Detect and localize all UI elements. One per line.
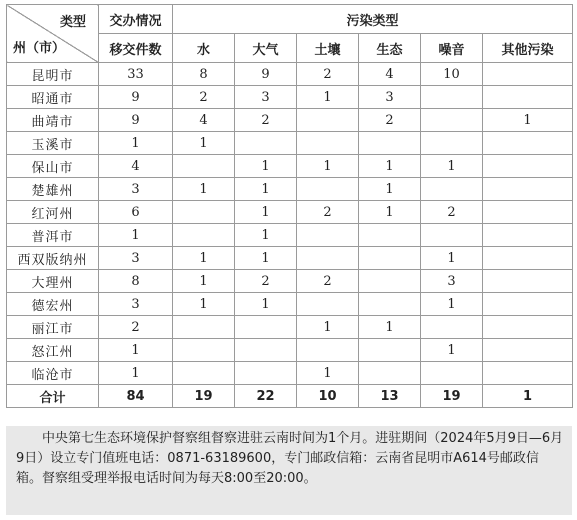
region-name-cell: 昭通市 [7,86,99,109]
corner-type-label: 类型 [59,15,86,30]
table-row [7,155,573,178]
region-name-cell: 保山市 [7,155,99,178]
table-cell: 1 [297,86,359,109]
table-row [7,362,573,385]
table-cell [483,178,573,201]
table-cell: 3 [421,270,483,293]
table-cell [359,362,421,385]
table-cell [297,132,359,155]
table-cell: 1 [99,224,173,247]
table-cell: 1 [297,155,359,178]
table-cell [483,201,573,224]
table-cell [173,339,235,362]
table-cell: 4 [99,155,173,178]
table-cell: 1 [173,132,235,155]
table-cell: 1 [173,178,235,201]
table-cell: 1 [421,339,483,362]
table-cell: 1 [235,293,297,316]
table-cell: 1 [99,132,173,155]
table-cell: 4 [359,63,421,86]
table-row [7,201,573,224]
table-cell [297,247,359,270]
table-row [7,339,573,362]
table-cell: 1 [359,178,421,201]
table-cell [483,63,573,86]
table-row [7,63,573,86]
table-cell [421,132,483,155]
column-header: 噪音 [421,34,483,63]
table-cell: 9 [99,109,173,132]
corner-header [7,5,99,63]
table-cell: 1 [297,362,359,385]
pollution-type-group-header: 污染类型 [173,5,573,34]
region-name-cell: 临沧市 [7,362,99,385]
region-name-cell: 丽江市 [7,316,99,339]
table-cell [173,316,235,339]
table-cell: 1 [173,247,235,270]
info-note-text: 中央第七生态环境保护督察组督察进驻云南时间为1个月。进驻期间（2024年5月9日—6月9日）设立专门值班电话：0871-63189600，专门邮政信箱：云南省昆明市A614号邮政信箱。督察组受理举报电话时间为每天8:00至20:00。 [16,431,564,486]
column-header: 生态 [359,34,421,63]
table-cell: 1 [297,316,359,339]
table-cell: 9 [99,86,173,109]
table-cell: 2 [359,109,421,132]
corner-region-label: 州（市） [13,41,66,56]
table-cell: 1 [173,270,235,293]
table-cell [235,132,297,155]
table-row [7,109,573,132]
table-row [7,293,573,316]
column-header: 大气 [235,34,297,63]
region-name-cell: 怒江州 [7,339,99,362]
info-note-box [6,426,572,515]
total-cell: 22 [235,385,297,408]
table-cell [173,201,235,224]
region-name-cell: 西双版纳州 [7,247,99,270]
table-cell [483,339,573,362]
table-cell: 2 [99,316,173,339]
table-row [7,132,573,155]
table-cell [483,362,573,385]
table-cell [421,178,483,201]
table-row [7,86,573,109]
region-name-cell: 普洱市 [7,224,99,247]
table-cell [421,362,483,385]
table-cell: 1 [359,201,421,224]
table-cell: 1 [99,362,173,385]
table-cell [421,109,483,132]
total-cell: 84 [99,385,173,408]
table-cell: 3 [99,178,173,201]
table-cell: 6 [99,201,173,224]
table-cell [421,316,483,339]
region-name-cell: 玉溪市 [7,132,99,155]
table-cell: 2 [297,63,359,86]
table-cell [359,339,421,362]
table-cell: 2 [173,86,235,109]
table-cell [483,293,573,316]
table-cell [483,132,573,155]
table-cell: 4 [173,109,235,132]
table-cell [297,224,359,247]
region-name-cell: 曲靖市 [7,109,99,132]
table-row [7,247,573,270]
table-cell: 1 [235,247,297,270]
table-cell [359,293,421,316]
total-row [7,385,573,408]
table-cell [235,362,297,385]
table-row [7,316,573,339]
total-label: 合计 [7,385,99,408]
table-cell [421,224,483,247]
table-cell [483,247,573,270]
table-cell: 8 [99,270,173,293]
table-cell: 1 [359,316,421,339]
table-cell [483,316,573,339]
table-cell: 2 [297,201,359,224]
table-cell: 1 [421,247,483,270]
column-header: 移交件数 [99,34,173,63]
column-header: 其他污染 [483,34,573,63]
table-cell [421,86,483,109]
table-row [7,224,573,247]
table-cell: 1 [173,293,235,316]
table-cell [359,132,421,155]
column-header: 水 [173,34,235,63]
total-cell: 19 [173,385,235,408]
table-cell [173,224,235,247]
table-cell: 1 [483,109,573,132]
table-cell: 3 [99,293,173,316]
table-cell [483,224,573,247]
table-cell: 1 [421,155,483,178]
table-row [7,270,573,293]
table-cell [235,316,297,339]
table-cell [297,293,359,316]
table-cell: 3 [235,86,297,109]
handover-group-header: 交办情况 [99,5,173,34]
region-name-cell: 楚雄州 [7,178,99,201]
region-name-cell: 红河州 [7,201,99,224]
table-cell: 2 [235,270,297,293]
pollution-complaints-table [6,4,573,408]
table-cell [297,109,359,132]
table-cell: 8 [173,63,235,86]
total-cell: 19 [421,385,483,408]
table-cell: 2 [297,270,359,293]
table-cell [359,270,421,293]
region-name-cell: 大理州 [7,270,99,293]
table-cell: 2 [421,201,483,224]
table-cell: 1 [99,339,173,362]
total-cell: 13 [359,385,421,408]
table-cell [483,86,573,109]
table-cell [359,247,421,270]
table-cell: 3 [99,247,173,270]
table-cell [483,270,573,293]
table-cell: 1 [235,224,297,247]
table-cell: 1 [235,155,297,178]
table-row [7,178,573,201]
table-cell: 9 [235,63,297,86]
table-cell [297,178,359,201]
total-cell: 1 [483,385,573,408]
table-cell [173,155,235,178]
table-cell: 3 [359,86,421,109]
table-cell: 1 [235,201,297,224]
table-cell: 10 [421,63,483,86]
table-cell: 1 [421,293,483,316]
column-header: 土壤 [297,34,359,63]
table-cell: 1 [235,178,297,201]
table-cell: 2 [235,109,297,132]
table-cell [483,155,573,178]
table-cell [235,339,297,362]
table-cell [297,339,359,362]
region-name-cell: 德宏州 [7,293,99,316]
region-name-cell: 昆明市 [7,63,99,86]
table-cell [359,224,421,247]
total-cell: 10 [297,385,359,408]
table-cell [173,362,235,385]
table-cell: 1 [359,155,421,178]
table-cell: 33 [99,63,173,86]
